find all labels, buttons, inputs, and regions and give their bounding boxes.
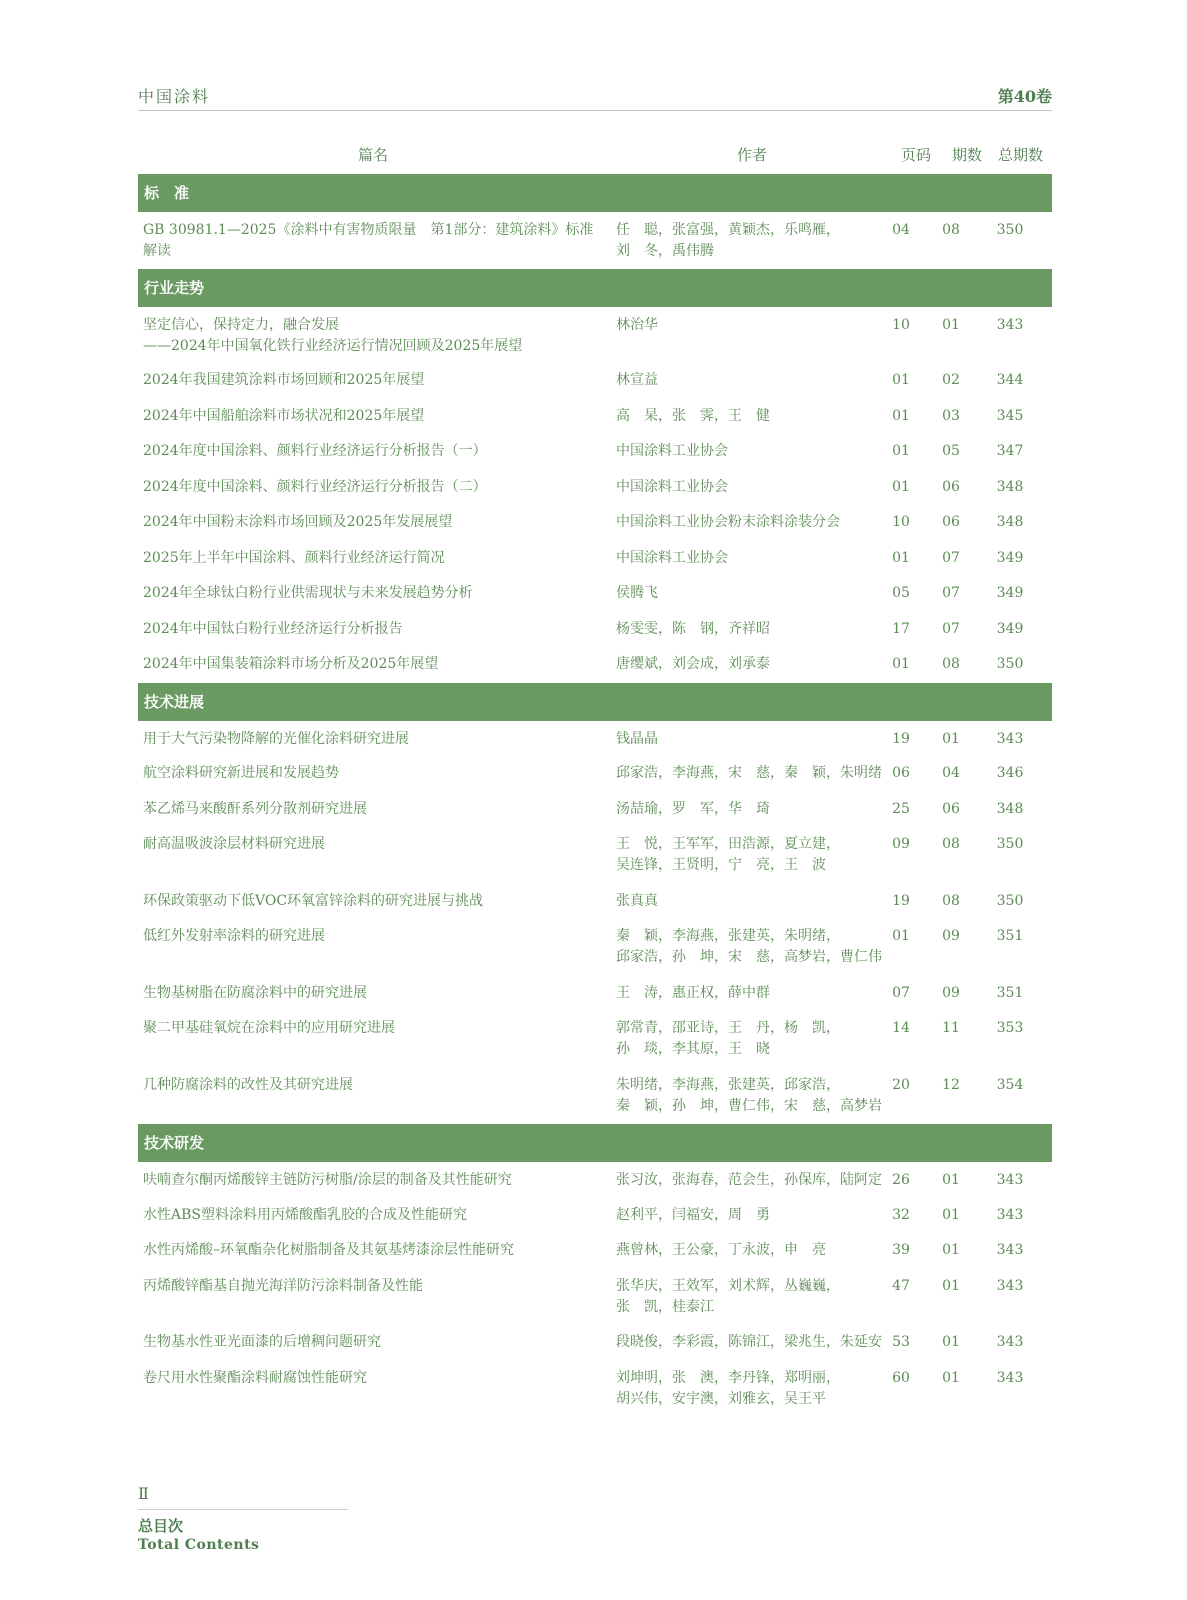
article-title-line: 2024年中国钛白粉行业经济运行分析报告 [143, 620, 403, 637]
article-page: 10 [892, 316, 910, 333]
article-page: 53 [892, 1334, 910, 1350]
article-title [143, 1276, 603, 1297]
article-authors [616, 983, 896, 1004]
article-authors [616, 729, 896, 750]
article-title [143, 619, 603, 640]
article-issue: 08 [942, 836, 960, 852]
article-title-line: 坚定信心，保持定力，融合发展 [143, 316, 339, 333]
article-authors-line: 侯腾飞 [616, 585, 658, 601]
article-issue: 01 [942, 1206, 960, 1223]
article-total: 345 [996, 407, 1024, 424]
table-row [138, 1011, 1052, 1068]
article-page: 17 [892, 620, 910, 637]
article-page: 19 [892, 892, 910, 909]
article-authors [616, 1018, 896, 1060]
article-total: 348 [996, 478, 1024, 495]
article-title-line: 聚二甲基硅氧烷在涂料中的应用研究进展 [143, 1020, 395, 1036]
article-total: 348 [996, 514, 1024, 530]
article-page: 07 [892, 984, 910, 1001]
article-page: 10 [892, 514, 910, 530]
article-authors [616, 834, 896, 876]
article-authors [616, 1170, 896, 1191]
article-title-line: 2024年度中国涂料、颜料行业经济运行分析报告（一） [143, 443, 487, 459]
article-total: 344 [996, 372, 1024, 388]
article-authors-line: 段晓俊，李彩霞，陈锦江，梁兆生，朱延安 [616, 1334, 882, 1350]
article-issue: 01 [942, 1334, 960, 1350]
article-authors-line: 中国涂料工业协会 [616, 443, 728, 459]
table-row [138, 612, 1052, 648]
article-page: 01 [892, 443, 910, 459]
article-authors-line: 刘坤明，张 澳，李丹锋，郑明丽， [616, 1369, 840, 1386]
article-authors-line: 王 涛，惠正权，薛中群 [616, 984, 770, 1001]
article-title [143, 220, 603, 262]
article-issue: 05 [942, 443, 960, 459]
article-page: 01 [892, 656, 910, 672]
table-row [138, 363, 1052, 399]
article-title [143, 477, 603, 498]
column-header-total: 总期数 [998, 146, 1044, 164]
table-row [138, 1325, 1052, 1361]
article-issue: 12 [942, 1076, 960, 1093]
article-issue: 06 [942, 800, 960, 817]
article-total: 353 [996, 1020, 1024, 1036]
article-authors [616, 406, 896, 427]
article-issue: 03 [942, 407, 960, 424]
article-authors-line: 高 杲，张 霁，王 健 [616, 407, 770, 424]
article-title [143, 1205, 603, 1226]
article-issue: 06 [942, 478, 960, 495]
table-row [138, 307, 1052, 364]
article-authors [616, 1075, 896, 1117]
article-total: 343 [996, 1206, 1024, 1223]
article-page: 01 [892, 372, 910, 388]
article-total: 346 [996, 765, 1024, 781]
article-issue: 07 [942, 585, 960, 601]
article-title [143, 891, 603, 912]
article-authors [616, 1205, 896, 1226]
article-title [143, 512, 603, 533]
table-row [138, 1233, 1052, 1269]
article-title [143, 1075, 603, 1096]
footer-title-cn: 总目次 [138, 1517, 184, 1535]
table-row [138, 1068, 1052, 1125]
article-authors-line: 唐缨斌，刘会成，刘承泰 [616, 656, 770, 672]
article-title [143, 834, 603, 855]
section-header: 标 准 [138, 174, 1052, 212]
article-page: 60 [892, 1369, 910, 1386]
article-total: 343 [996, 1242, 1024, 1258]
table-row [138, 505, 1052, 541]
article-total: 349 [996, 620, 1024, 637]
article-authors-line: 汤喆瑜，罗 军，华 琦 [616, 800, 770, 817]
article-authors-line: 刘 冬，禹伟腾 [616, 243, 714, 259]
column-header-issue: 期数 [952, 146, 983, 164]
article-issue: 07 [942, 549, 960, 566]
article-page: 01 [892, 407, 910, 424]
article-title-line: 水性丙烯酸–环氧酯杂化树脂制备及其氨基烤漆涂层性能研究 [143, 1242, 514, 1258]
article-title [143, 1368, 603, 1389]
article-total: 343 [996, 1277, 1024, 1294]
article-authors [616, 583, 896, 604]
article-authors-line: 秦 颖，孙 坤，曹仁伟，宋 慈，高梦岩 [616, 1097, 882, 1114]
article-page: 39 [892, 1242, 910, 1258]
article-title-line: 2024年我国建筑涂料市场回顾和2025年展望 [143, 372, 425, 388]
article-total: 354 [996, 1076, 1024, 1093]
article-title-line: 呋喃查尔酮丙烯酸锌主链防污树脂/涂层的制备及其性能研究 [143, 1172, 512, 1188]
article-title-line: 水性ABS塑料涂料用丙烯酸酯乳胶的合成及性能研究 [143, 1206, 467, 1223]
table-row [138, 919, 1052, 976]
article-authors-line: 中国涂料工业协会 [616, 478, 728, 495]
article-issue: 01 [942, 1369, 960, 1386]
running-header [138, 84, 1052, 111]
article-authors-line: 胡兴伟，安宇澳，刘雅玄，吴王平 [616, 1390, 826, 1407]
article-title [143, 729, 603, 750]
article-page: 25 [892, 800, 910, 817]
article-authors [616, 512, 896, 533]
article-total: 349 [996, 549, 1024, 566]
table-row [138, 1198, 1052, 1234]
article-authors-line: 中国涂料工业协会粉末涂料涂装分会 [616, 514, 840, 530]
article-issue: 01 [942, 316, 960, 333]
article-title [143, 926, 603, 947]
section-header: 技术研发 [138, 1124, 1052, 1162]
article-page: 47 [892, 1277, 910, 1294]
table-row [138, 756, 1052, 792]
article-issue: 09 [942, 928, 960, 944]
article-page: 32 [892, 1206, 910, 1223]
article-title-line: GB 30981.1—2025《涂料中有害物质限量 第1部分：建筑涂料》标准 [143, 222, 594, 238]
article-total: 343 [996, 1369, 1024, 1386]
article-authors [616, 763, 896, 784]
article-title [143, 583, 603, 604]
section-header: 技术进展 [138, 683, 1052, 721]
table-row [138, 884, 1052, 920]
article-title [143, 1332, 603, 1353]
table-row [138, 541, 1052, 577]
article-total: 343 [996, 1334, 1024, 1350]
article-issue: 08 [942, 892, 960, 909]
article-authors-line: 林治华 [616, 316, 658, 333]
article-authors-line: 杨雯雯，陈 钢，齐祥昭 [616, 620, 770, 637]
article-authors [616, 1276, 896, 1318]
table-row [138, 470, 1052, 506]
article-authors-line: 吴连锋，王贤明，宁 亮，王 波 [616, 857, 826, 873]
article-authors-line: 张习汝，张海春，范会生，孙保库，陆阿定 [616, 1172, 882, 1188]
column-header-page: 页码 [901, 146, 932, 164]
article-total: 348 [996, 800, 1024, 817]
article-title-line: 2024年中国船舶涂料市场状况和2025年展望 [143, 407, 425, 424]
article-page: 19 [892, 730, 910, 747]
article-total: 350 [996, 836, 1024, 852]
article-authors [616, 477, 896, 498]
article-title-line: 航空涂料研究新进展和发展趋势 [143, 765, 339, 781]
article-title-line: 环保政策驱动下低VOC环氧富锌涂料的研究进展与挑战 [143, 892, 484, 909]
article-issue: 08 [942, 656, 960, 672]
page-number: Ⅱ [138, 1484, 149, 1503]
article-page: 04 [892, 222, 910, 238]
article-authors-line: 王 悦，王军军，田浩源，夏立建， [616, 836, 840, 852]
article-issue: 02 [942, 372, 960, 388]
article-issue: 01 [942, 1172, 960, 1188]
article-total: 351 [996, 928, 1024, 944]
footer-title-en: Total Contents [138, 1537, 260, 1553]
article-issue: 08 [942, 222, 960, 238]
article-issue: 01 [942, 1242, 960, 1258]
article-authors-line: 任 聪，张富强，黄颖杰，乐鸣雁， [616, 222, 840, 238]
article-title-line: 苯乙烯马来酸酐系列分散剂研究进展 [143, 800, 367, 817]
article-title-line: 2024年中国集装箱涂料市场分析及2025年展望 [143, 656, 439, 672]
article-title [143, 441, 603, 462]
article-title-line: 2024年中国粉末涂料市场回顾及2025年发展展望 [143, 514, 453, 530]
table-row [138, 976, 1052, 1012]
article-page: 01 [892, 478, 910, 495]
article-title [143, 763, 603, 784]
article-page: 14 [892, 1020, 910, 1036]
article-total: 343 [996, 1172, 1024, 1188]
article-authors-line: 张 凯，桂泰江 [616, 1298, 714, 1315]
column-header-title: 篇名 [358, 146, 389, 164]
table-row [138, 827, 1052, 884]
article-total: 350 [996, 892, 1024, 909]
footer-divider [138, 1509, 348, 1510]
table-row [138, 399, 1052, 435]
article-title [143, 1240, 603, 1261]
article-issue: 06 [942, 514, 960, 530]
article-authors-line: 邱家浩，孙 坤，宋 慈，高梦岩，曹仁伟 [616, 949, 882, 965]
article-title-line: 解读 [143, 243, 171, 259]
article-authors [616, 1332, 896, 1353]
article-title [143, 406, 603, 427]
article-authors [616, 1240, 896, 1261]
article-total: 347 [996, 443, 1024, 459]
table-row [138, 1361, 1052, 1418]
article-authors-line: 燕曾林，王公豪，丁永波，申 亮 [616, 1242, 826, 1258]
article-authors [616, 315, 896, 336]
article-page: 20 [892, 1076, 910, 1093]
article-title [143, 983, 603, 1004]
article-authors-line: 赵利平，闫福安，周 勇 [616, 1206, 770, 1223]
article-title [143, 654, 603, 675]
article-authors [616, 799, 896, 820]
article-title-line: 耐高温吸波涂层材料研究进展 [143, 836, 325, 852]
article-title [143, 799, 603, 820]
article-page: 01 [892, 928, 910, 944]
article-title-line: 用于大气污染物降解的光催化涂料研究进展 [143, 730, 409, 747]
article-page: 09 [892, 836, 910, 852]
article-authors-line: 秦 颖，李海燕，张建英，朱明绪， [616, 928, 840, 944]
volume-number: 第40卷 [997, 87, 1052, 106]
article-title [143, 315, 603, 357]
article-authors [616, 926, 896, 968]
article-page: 06 [892, 765, 910, 781]
article-title-line: 卷尺用水性聚酯涂料耐腐蚀性能研究 [143, 1369, 367, 1386]
article-authors [616, 441, 896, 462]
article-title-line: 几种防腐涂料的改性及其研究进展 [143, 1076, 353, 1093]
article-page: 01 [892, 549, 910, 566]
article-title-line: 2025年上半年中国涂料、颜料行业经济运行简况 [143, 549, 445, 566]
contents-table [138, 174, 1052, 1417]
table-row [138, 721, 1052, 757]
article-issue: 01 [942, 730, 960, 747]
article-issue: 07 [942, 620, 960, 637]
article-authors-line: 邱家浩，李海燕，宋 慈，秦 颖，朱明绪 [616, 765, 882, 781]
table-row [138, 576, 1052, 612]
table-row [138, 792, 1052, 828]
article-issue: 04 [942, 765, 960, 781]
section-header: 行业走势 [138, 269, 1052, 307]
article-title-line: 2024年度中国涂料、颜料行业经济运行分析报告（二） [143, 478, 487, 495]
article-authors-line: 中国涂料工业协会 [616, 549, 728, 566]
article-title-line: 丙烯酸锌酯基自抛光海洋防污涂料制备及性能 [143, 1277, 423, 1294]
journal-name: 中国涂料 [138, 87, 211, 106]
article-total: 343 [996, 730, 1024, 747]
table-row [138, 1162, 1052, 1198]
article-title-line: 生物基树脂在防腐涂料中的研究进展 [143, 984, 367, 1001]
article-issue: 09 [942, 984, 960, 1001]
article-total: 343 [996, 316, 1024, 333]
article-authors-line: 钱晶晶 [616, 730, 658, 747]
article-page: 26 [892, 1172, 910, 1188]
article-authors [616, 1368, 896, 1410]
article-title [143, 370, 603, 391]
article-authors [616, 654, 896, 675]
article-authors-line: 孙 琰，李其原，王 晓 [616, 1041, 770, 1057]
article-title-line: ——2024年中国氧化铁行业经济运行情况回顾及2025年展望 [143, 337, 523, 354]
article-title [143, 1018, 603, 1039]
table-row [138, 1269, 1052, 1326]
article-authors [616, 548, 896, 569]
article-authors [616, 370, 896, 391]
table-row [138, 434, 1052, 470]
article-page: 05 [892, 585, 910, 601]
table-row [138, 647, 1052, 683]
article-total: 350 [996, 656, 1024, 672]
article-authors-line: 张华庆，王效军，刘术辉，丛巍巍， [616, 1277, 840, 1294]
article-title-line: 2024年全球钛白粉行业供需现状与未来发展趋势分析 [143, 585, 473, 601]
article-authors-line: 郭常青，邵亚诗，王 丹，杨 凯， [616, 1020, 840, 1036]
article-total: 351 [996, 984, 1024, 1001]
article-title [143, 1170, 603, 1191]
article-authors [616, 220, 896, 262]
article-authors [616, 891, 896, 912]
article-total: 349 [996, 585, 1024, 601]
article-title [143, 548, 603, 569]
table-row [138, 212, 1052, 269]
article-issue: 11 [942, 1020, 960, 1036]
article-total: 350 [996, 222, 1024, 238]
article-authors [616, 619, 896, 640]
article-title-line: 低红外发射率涂料的研究进展 [143, 928, 325, 944]
article-title-line: 生物基水性亚光面漆的后增稠问题研究 [143, 1334, 381, 1350]
article-authors-line: 朱明绪，李海燕，张建英，邱家浩， [616, 1076, 840, 1093]
column-header-authors: 作者 [737, 146, 768, 164]
article-issue: 01 [942, 1277, 960, 1294]
article-authors-line: 张真真 [616, 892, 658, 909]
article-authors-line: 林宣益 [616, 372, 658, 388]
